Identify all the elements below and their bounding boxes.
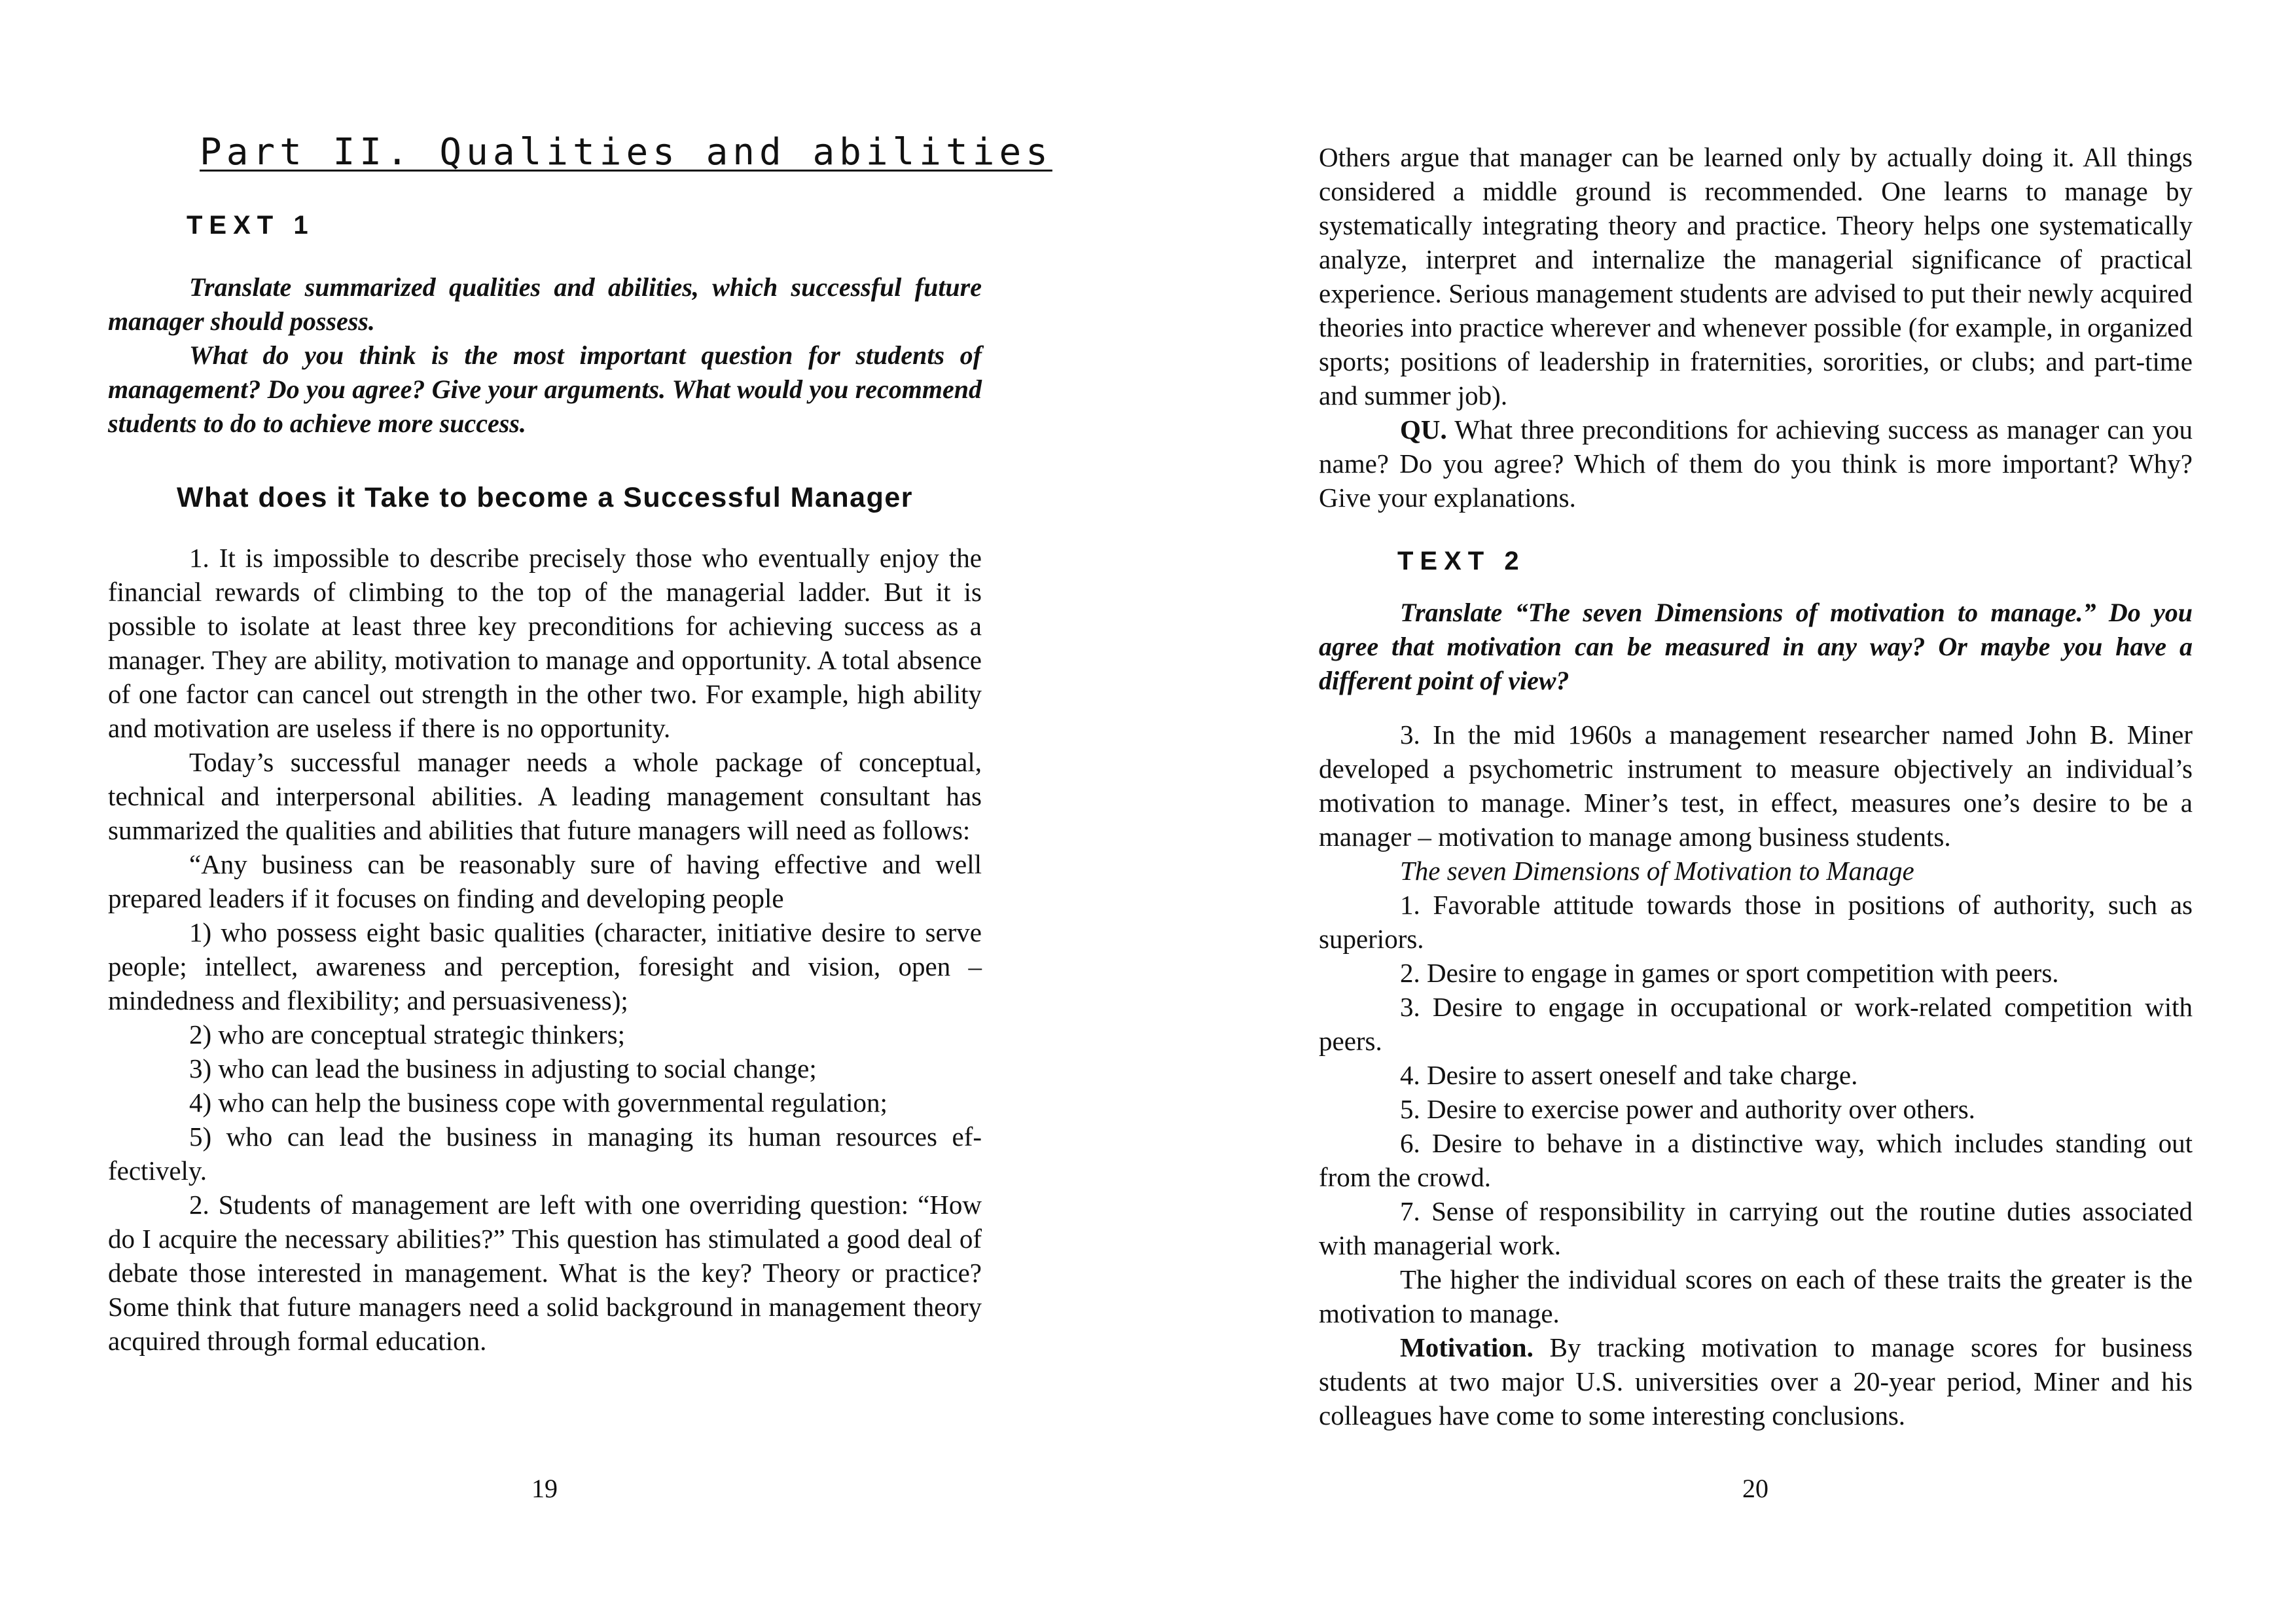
list-item: 3. Desire to engage in occupational or work-related competition with peers. — [1319, 992, 2193, 1056]
paragraph: The higher the individual scores on each of these traits the greater is the motivation to manage. — [1319, 1264, 2193, 1328]
text-1-task — [108, 270, 982, 441]
motivation-label: Motivation. — [1400, 1332, 1534, 1362]
text-2-label: TEXT 2 — [1397, 547, 1526, 575]
list-item: 2) who are conceptual strategic thinkers; — [189, 1019, 625, 1049]
list-item: 7. Sense of responsibility in carrying out the routine duties associated with managerial work. — [1319, 1196, 2193, 1260]
part-title: Part II. Qualities and abilities — [200, 131, 1052, 173]
paragraph: 2. Students of management are left with one overriding question: “How do I acquire the necessary abilities?” This question has stimulated a good deal of debate those interested in management. What is the key? Theory or practice? Some think that future managers need a solid background in management theory acquired through formal education. — [108, 1190, 982, 1356]
list-item: 6. Desire to behave in a distinctive way, which includes standing out from the crowd. — [1319, 1128, 2193, 1192]
right-body-text — [1319, 718, 2193, 1432]
qu-label: QU. — [1400, 414, 1447, 445]
paragraph: 3. In the mid 1960s a management researcher named John B. Miner developed a psychometric instrument to measure objectively an individual’s motivation to manage. Miner’s test, in effect, measures one’s desire to be a manager – motivation to manage among business students. — [1319, 720, 2193, 852]
list-item: 4. Desire to assert oneself and take charge. — [1400, 1060, 1858, 1090]
paragraph: Today’s successful manager needs a whole package of conceptual, technical and interpersonal abilities. A leading management consultant has summarized the qualities and abilities that future managers will need as follows: — [108, 747, 982, 845]
list-item: 3) who can lead the business in adjusting to social change; — [189, 1053, 817, 1084]
qu-text: What three preconditions for achieving success as manager can you name? Do you agree? Which of them do you think is more important? Why? Give your explanations. — [1319, 414, 2193, 513]
page-number: 20 — [1742, 1474, 1768, 1503]
motivation-text: By tracking motivation to manage scores for business students at two major U.S. universities over a 20-year period, Miner and his colleagues have come to some interesting conclusions. — [1319, 1332, 2193, 1431]
left-body-text — [108, 541, 982, 1358]
motivation-paragraph — [1319, 1330, 2193, 1432]
list-item: 1) who possess eight basic qualities (character, initiative desire to serve people; intellect, awareness and perception, foresight and vision, open – mindedness and flexibility; and persuasiveness); — [108, 917, 982, 1015]
list-item: 4) who can help the business cope with governmental regulation; — [189, 1087, 888, 1118]
question-paragraph — [1319, 412, 2193, 515]
list-item: 5. Desire to exercise power and authority over others. — [1400, 1094, 1975, 1124]
task-paragraph: Translate “The seven Dimensions of motivation to manage.” Do you agree that motivation can be measured in any way? Or maybe you have a different point of view? — [1319, 598, 2193, 695]
section-title: What does it Take to become a Successful Manager — [177, 482, 913, 513]
dimensions-title: The seven Dimensions of Motivation to Manage — [1400, 856, 1914, 886]
right-page — [1319, 0, 2193, 1623]
text-1-label: TEXT 1 — [187, 211, 315, 240]
list-item: 1. Favorable attitude towards those in positions of authority, such as superiors. — [1319, 890, 2193, 954]
paragraph: Others argue that manager can be learned only by actually doing it. All things considered a middle ground is recommended. One learns to manage by systematically integrating theory and practice. Theory helps one systematically analyze, interpret and internalize the managerial significance of practical experience. Serious management students are advised to put their newly acquired theories into practice wherever and whenever possible (for example, in organized sports; positions of leadership in fraternities, sororities, or clubs; and part-time and summer job). — [1319, 142, 2193, 410]
task-paragraph: Translate summarized qualities and abilities, which successful future manager should possess. — [108, 272, 982, 336]
task-paragraph: What do you think is the most important question for students of management? Do you agree? Give your arguments. What would you recommend students to do to achieve more success. — [108, 340, 982, 438]
list-item: 2. Desire to engage in games or sport competition with peers. — [1400, 958, 2059, 988]
right-top-text — [1319, 140, 2193, 515]
left-page — [108, 0, 1052, 1623]
list-item: 5) who can lead the business in managing its human resources effectively. — [108, 1122, 982, 1186]
paragraph: 1. It is impossible to describe precisely those who eventually enjoy the financial rewards of climbing to the top of the managerial ladder. But it is possible to isolate at least three key preconditions for achieving success as a manager. They are ability, motivation to manage and opportunity. A total absence of one factor can cancel out strength in the other two. For example, high ability and motivation are useless if there is no opportunity. — [108, 543, 982, 743]
paragraph: “Any business can be reasonably sure of having effective and well prepared leaders if it focuses on finding and developing people — [108, 849, 982, 913]
text-2-task — [1319, 596, 2193, 698]
page-number: 19 — [531, 1474, 558, 1503]
